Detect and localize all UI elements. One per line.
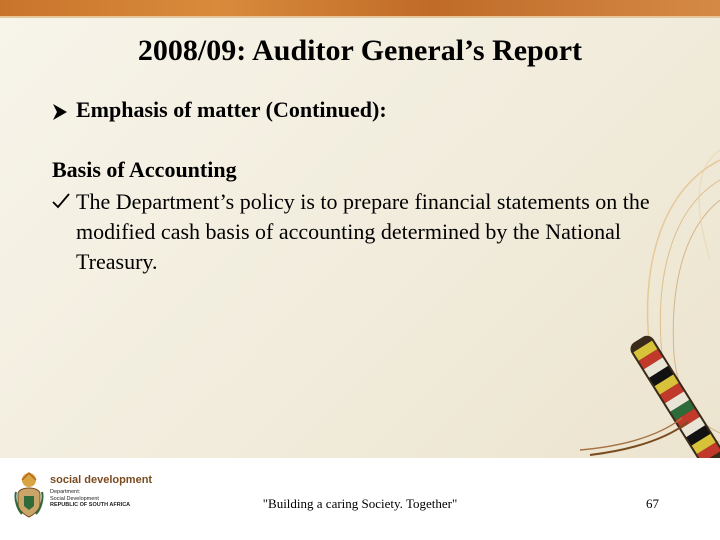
footer [0,458,720,540]
section-subhead: Basis of Accounting [52,157,237,182]
department-logo [14,470,152,520]
footer-tagline: "Building a caring Society. Together" [262,496,458,511]
bullet-item [52,97,387,123]
page-number: 67 [646,496,659,511]
top-decorative-band [0,0,720,16]
check-item-text: The Department’s policy is to prepare financial statements on the modified cash basis of accounting determined by the National Treasury. [76,189,650,274]
arrow-bullet-icon [52,101,68,119]
beaded-necklace-decoration [570,150,720,458]
logo-line: REPUBLIC OF SOUTH AFRICA [50,502,131,508]
checkmark-icon [52,187,74,277]
coat-of-arms-icon [14,470,44,520]
logo-line: Social Development [50,495,99,502]
top-band-divider [0,16,720,18]
slide-title: 2008/09: Auditor General’s Report [137,34,583,67]
bullet-text: Emphasis of matter (Continued): [76,97,387,122]
logo-brand-text: social development [50,474,153,486]
logo-line: Department: [50,489,81,495]
